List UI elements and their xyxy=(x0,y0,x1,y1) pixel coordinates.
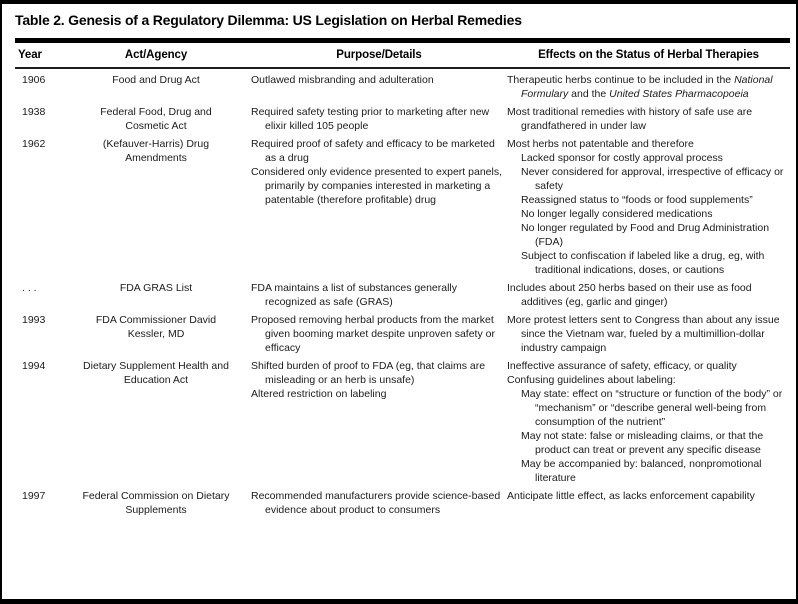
purpose-paragraph: Recommended manufacturers provide science-based evidence about product to consumers xyxy=(251,490,501,516)
table-row-1962 xyxy=(15,133,790,277)
table-row-1906 xyxy=(15,68,790,101)
column-header-effects: Effects on the Status of Herbal Therapies xyxy=(507,41,790,69)
effects-paragraph: Includes about 250 herbs based on their use as food additives (eg, garlic and ginger) xyxy=(507,282,752,308)
year-cell: 1906 xyxy=(22,74,46,86)
act-name: (Kefauver-Harris) Drug Amendments xyxy=(102,138,210,164)
act-name: Dietary Supplement Health and Education Act xyxy=(83,360,229,386)
legislation-table xyxy=(15,38,790,517)
effects-paragraph: Most traditional remedies with history of safe use are grandfathered in under law xyxy=(507,106,753,132)
purpose-cell xyxy=(251,277,507,309)
effects-cell xyxy=(507,309,790,355)
act-cell xyxy=(61,355,251,485)
effects-paragraph: More protest letters sent to Congress than about any issue since the Vietnam war, fueled by a multimillion-dollar industry campaign xyxy=(507,314,780,354)
act-name: Federal Food, Drug and Cosmetic Act xyxy=(100,106,212,132)
effects-paragraph: Ineffective assurance of safety, efficacy, or quality xyxy=(507,360,737,372)
effects-paragraph: Most herbs not patentable and therefore xyxy=(507,138,694,150)
purpose-cell xyxy=(251,309,507,355)
effects-cell xyxy=(507,101,790,133)
effects-subitem: May be accompanied by: balanced, nonpromotional literature xyxy=(521,458,762,484)
act-cell xyxy=(61,133,251,277)
purpose-paragraph: Outlawed misbranding and adulteration xyxy=(251,74,434,86)
effects-subitem: May not state: false or misleading claims, or that the product can treat or prevent any specific disease xyxy=(521,430,764,456)
purpose-cell xyxy=(251,68,507,101)
act-cell xyxy=(61,101,251,133)
table-row-1938 xyxy=(15,101,790,133)
column-header-year: Year xyxy=(15,41,61,69)
purpose-paragraph: Proposed removing herbal products from the market given booming market despite unproven safety or efficacy xyxy=(251,314,495,354)
effects-subitem: Never considered for approval, irrespective of efficacy or safety xyxy=(521,166,784,192)
act-name: Federal Commission on Dietary Supplements xyxy=(82,490,230,516)
table-row-1994 xyxy=(15,355,790,485)
purpose-paragraph: Shifted burden of proof to FDA (eg, that claims are misleading or an herb is unsafe) xyxy=(251,360,486,386)
purpose-cell xyxy=(251,101,507,133)
act-cell xyxy=(61,309,251,355)
effects-cell xyxy=(507,277,790,309)
effects-subitem: May state: effect on “structure or function of the body” or “mechanism” or “describe general well-being from consumption of the nutrient” xyxy=(521,388,783,428)
effects-text: and the xyxy=(568,88,610,100)
year-cell: 1997 xyxy=(22,490,46,502)
effects-subitem: Subject to confiscation if labeled like a drug, eg, with traditional indications, doses, or cautions xyxy=(521,250,765,276)
effects-cell xyxy=(507,355,790,485)
act-cell xyxy=(61,277,251,309)
publication-title: United States Pharmacopoeia xyxy=(609,88,749,100)
effects-subitem: No longer regulated by Food and Drug Administration (FDA) xyxy=(521,222,770,248)
purpose-paragraph: Required proof of safety and efficacy to be marketed as a drug xyxy=(251,138,495,164)
purpose-paragraph: Considered only evidence presented to expert panels, primarily by companies interested in marketing a patentable (therefore profitable) drug xyxy=(251,166,502,206)
column-header-purpose-details: Purpose/Details xyxy=(251,41,507,69)
act-cell xyxy=(61,485,251,517)
table-row-gras xyxy=(15,277,790,309)
year-cell: 1993 xyxy=(22,314,46,326)
column-header-act-agency: Act/Agency xyxy=(61,41,251,69)
purpose-paragraph: FDA maintains a list of substances generally recognized as safe (GRAS) xyxy=(251,282,458,308)
publication-title: National Formulary xyxy=(521,74,773,100)
effects-cell xyxy=(507,133,790,277)
purpose-cell xyxy=(251,355,507,485)
year-cell: . . . xyxy=(22,282,37,294)
act-name: FDA GRAS List xyxy=(119,282,193,294)
effects-subitem: No longer legally considered medications xyxy=(521,208,713,220)
effects-subitem: Lacked sponsor for costly approval process xyxy=(521,152,723,164)
effects-paragraph: Anticipate little effect, as lacks enforcement capability xyxy=(507,490,755,502)
purpose-cell xyxy=(251,133,507,277)
act-name: FDA Commissioner David Kessler, MD xyxy=(95,314,217,340)
year-cell: 1994 xyxy=(22,360,46,372)
effects-cell xyxy=(507,68,790,101)
act-name: Food and Drug Act xyxy=(112,74,200,86)
effects-text: Therapeutic herbs continue to be included in the xyxy=(507,74,735,86)
effects-subitem: Reassigned status to “foods or food supplements” xyxy=(521,194,753,206)
purpose-cell xyxy=(251,485,507,517)
year-cell: 1962 xyxy=(22,138,46,150)
purpose-paragraph: Required safety testing prior to marketing after new elixir killed 105 people xyxy=(251,106,490,132)
effects-paragraph: Confusing guidelines about labeling: xyxy=(507,374,676,386)
table-row-1993 xyxy=(15,309,790,355)
effects-cell xyxy=(507,485,790,517)
table-header-row xyxy=(15,41,790,69)
purpose-paragraph: Altered restriction on labeling xyxy=(251,388,387,400)
table-row-1997 xyxy=(15,485,790,517)
table-title: Table 2. Genesis of a Regulatory Dilemma: US Legislation on Herbal Remedies xyxy=(15,12,522,28)
year-cell: 1938 xyxy=(22,106,46,118)
effects-paragraph xyxy=(507,73,788,101)
act-cell xyxy=(61,68,251,101)
